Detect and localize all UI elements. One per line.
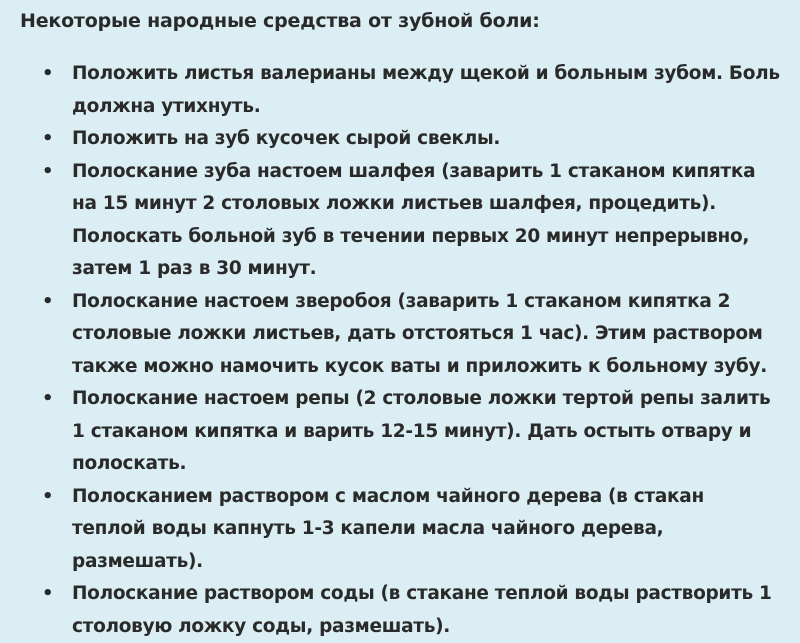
bullet-icon: • — [42, 583, 54, 604]
list-item-text: Полоскание раствором соды (в стакане теплой воды растворить 1 столовую ложку соды, размешать). — [72, 583, 772, 637]
list-item-text: Положить листья валерианы между щекой и больным зубом. Боль должна утихнуть. — [72, 63, 780, 117]
bullet-icon: • — [42, 128, 54, 149]
list-item-text: Полосканием раствором с маслом чайного дерева (в стакан теплой воды капнуть 1-3 капели масла чайного дерева, размешать). — [72, 485, 704, 572]
list-item — [20, 123, 780, 156]
page-title: Некоторые народные средства от зубной боли: — [20, 10, 540, 32]
bullet-icon: • — [42, 388, 54, 409]
list-item — [20, 286, 780, 384]
list-item — [20, 58, 780, 123]
list-item-text: Полоскание зуба настоем шалфея (заварить 1 стаканом кипятка на 15 минут 2 столовых ложки листьев шалфея, процедить). Полоскать больной зуб в течении первых 20 минут непрерывно, затем 1 раз в 30 минут. — [72, 160, 756, 279]
remedy-list — [20, 58, 780, 643]
list-item — [20, 578, 780, 643]
list-item-text: Полоскание настоем зверобоя (заварить 1 стаканом кипятка 2 столовые ложки листьев, дать отстояться 1 час). Этим раствором также можно намочить кусок ваты и приложить к больному зубу. — [72, 290, 768, 377]
bullet-icon: • — [42, 290, 54, 312]
list-item — [20, 383, 780, 481]
list-item-text: Положить на зуб кусочек сырой свеклы. — [72, 128, 501, 149]
list-item — [20, 481, 780, 579]
list-item — [20, 156, 780, 286]
bullet-icon: • — [42, 63, 54, 84]
bullet-icon: • — [42, 485, 54, 507]
list-item-text: Полоскание настоем репы (2 столовые ложки тертой репы залить 1 стаканом кипятка и варить 12-15 минут). Дать остыть отвару и полоскать. — [72, 388, 771, 474]
bullet-icon: • — [42, 160, 54, 182]
